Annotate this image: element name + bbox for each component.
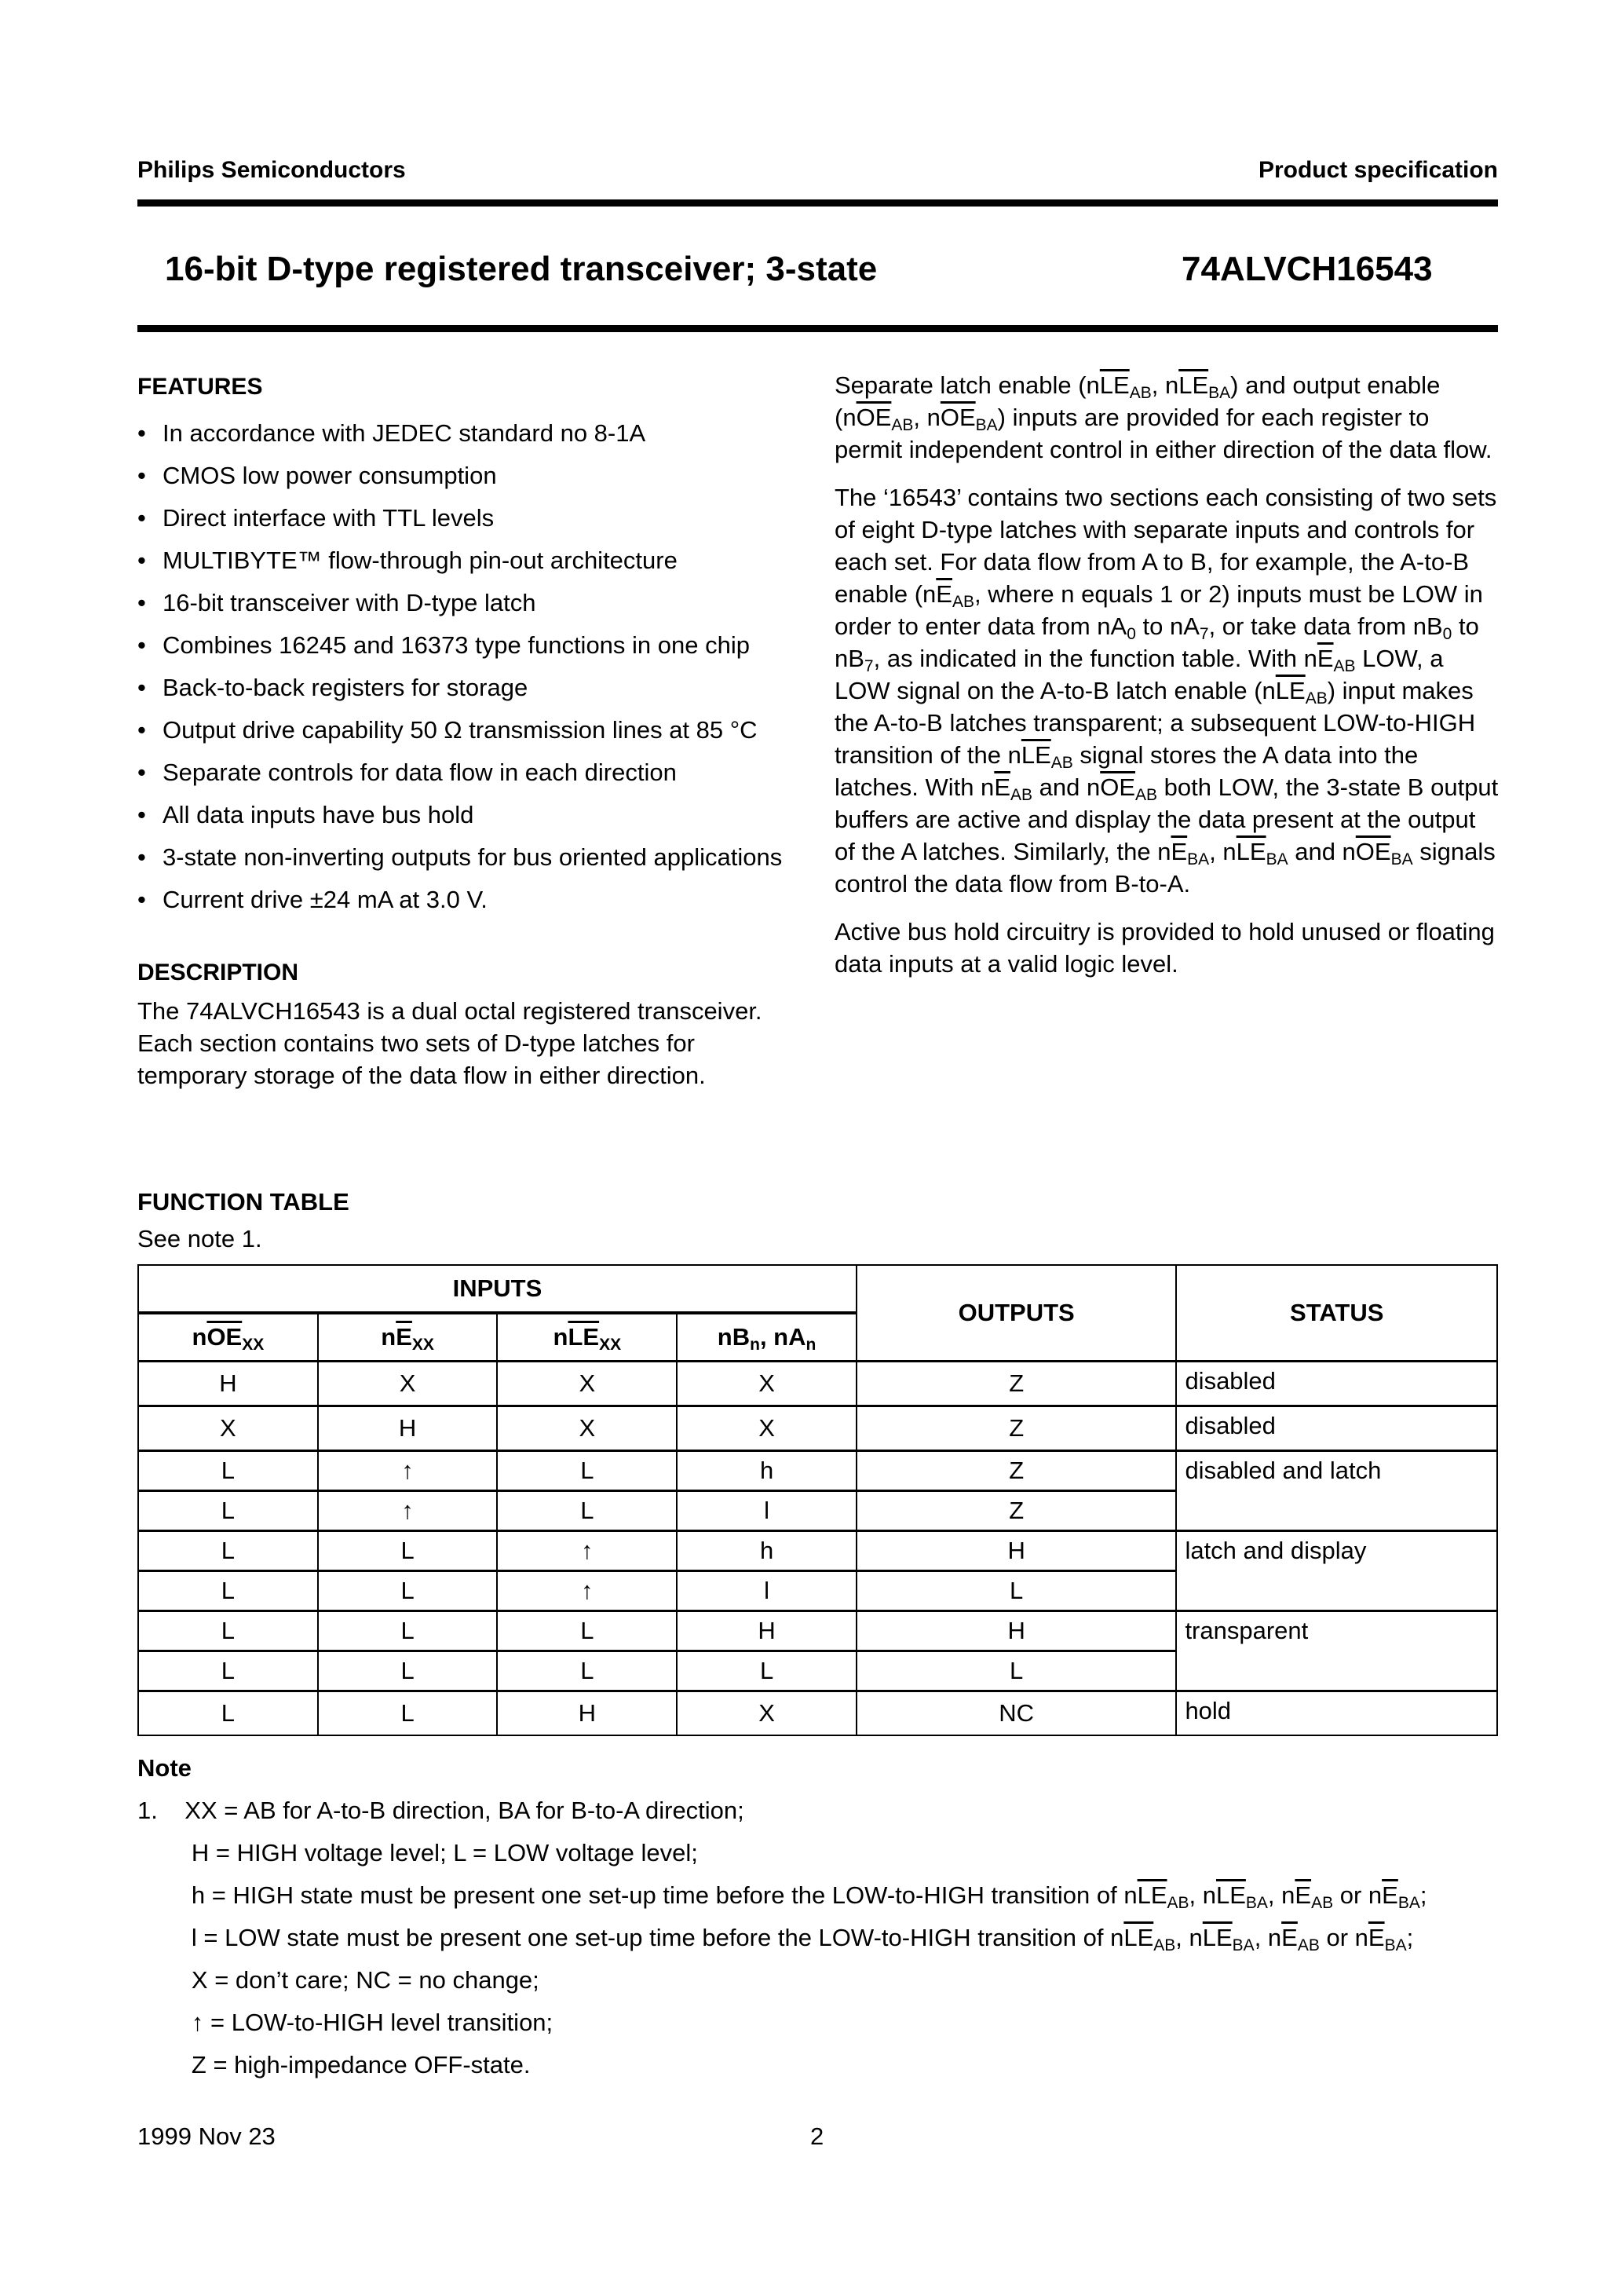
body-paragraph: Active bus hold circuitry is provided to hold unused or floating data inputs at a valid logic level. [835, 918, 1495, 978]
doc-type: Product specification [1258, 157, 1498, 183]
input-cell: L [318, 1651, 498, 1691]
note-line: ↑ = LOW-to-HIGH level transition; [137, 2009, 553, 2036]
feature-item: • MULTIBYTE™ flow-through pin-out architecture [137, 544, 805, 576]
input-column-header: $nB_n$, $nA_n$ [677, 1313, 857, 1362]
status-cell: hold [1176, 1691, 1497, 1736]
input-cell: ↑ [497, 1571, 677, 1611]
note-section [137, 1747, 1535, 2086]
input-cell: L [318, 1571, 498, 1611]
input-cell: L [318, 1691, 498, 1736]
input-cell: h [677, 1531, 857, 1571]
output-cell: Z [857, 1451, 1177, 1491]
feature-item: • Separate controls for data flow in each direction [137, 756, 805, 788]
output-cell: NC [857, 1691, 1177, 1736]
page-number: 2 [810, 2122, 824, 2150]
input-column-header: $n\overline{LE}_{XX}$ [497, 1313, 677, 1362]
inputs-header: INPUTS [138, 1265, 857, 1313]
input-cell: X [497, 1362, 677, 1406]
input-cell: H [138, 1362, 318, 1406]
input-cell: H [677, 1611, 857, 1651]
table-row [138, 1531, 1497, 1571]
output-cell: L [857, 1651, 1177, 1691]
output-cell: Z [857, 1362, 1177, 1406]
note-heading: Note [137, 1754, 192, 1782]
status-cell: disabled and latch [1176, 1451, 1497, 1531]
input-cell: ↑ [497, 1531, 677, 1571]
input-cell: l [677, 1491, 857, 1531]
input-column-header: $n\overline{E}_{XX}$ [318, 1313, 498, 1362]
feature-item: • 16-bit transceiver with D-type latch [137, 587, 805, 619]
output-cell: Z [857, 1406, 1177, 1451]
input-cell: L [497, 1611, 677, 1651]
input-cell: L [677, 1651, 857, 1691]
feature-item: • All data inputs have bus hold [137, 799, 805, 831]
feature-item: • Output drive capability 50 Ω transmission lines at 85 °C [137, 714, 805, 746]
input-cell: h [677, 1451, 857, 1491]
input-cell: L [138, 1651, 318, 1691]
function-table-heading [137, 1186, 349, 1218]
features-list [137, 417, 805, 916]
feature-item: • Direct interface with TTL levels [137, 502, 805, 534]
outputs-header: OUTPUTS [857, 1265, 1177, 1362]
description-text: The 74ALVCH16543 is a dual octal registered transceiver. Each section contains two sets of D-type latches for temporary storage of the data flow in either direction. [137, 997, 762, 1089]
feature-item: • Current drive ±24 mA at 3.0 V. [137, 883, 805, 916]
input-cell: X [677, 1691, 857, 1736]
status-cell: disabled [1176, 1406, 1497, 1451]
left-column [137, 371, 805, 1107]
input-cell: L [138, 1531, 318, 1571]
input-cell: L [497, 1491, 677, 1531]
company-name: Philips Semiconductors [137, 157, 406, 183]
note-line: X = don’t care; NC = no change; [137, 1966, 539, 1994]
right-column [835, 369, 1502, 996]
output-cell: Z [857, 1491, 1177, 1531]
features-heading: FEATURES [137, 374, 263, 400]
input-cell: L [138, 1491, 318, 1531]
input-cell: X [497, 1406, 677, 1451]
footer-date: 1999 Nov 23 [137, 2122, 276, 2150]
input-column-header: $n\overline{OE}_{XX}$ [138, 1313, 318, 1362]
table-row [138, 1691, 1497, 1736]
output-cell: L [857, 1571, 1177, 1611]
feature-item: • CMOS low power consumption [137, 459, 805, 492]
table-row [138, 1362, 1497, 1406]
status-cell: disabled [1176, 1362, 1497, 1406]
description-heading: DESCRIPTION [137, 960, 299, 985]
input-cell: L [138, 1691, 318, 1736]
status-cell: latch and display [1176, 1531, 1497, 1611]
input-cell: L [138, 1451, 318, 1491]
table-row [138, 1611, 1497, 1651]
table-row [138, 1406, 1497, 1451]
part-number: 74ALVCH16543 [1182, 250, 1433, 288]
note-line: h = HIGH state must be present one set-up time before the LOW-to-HIGH transition of $n\overline{LE}_{AB}$, $n\overline{LE}_{BA}$, $n\overline{E}_{AB}$ or $n\overline{E}_{BA}$; [137, 1881, 1427, 1912]
doc-title: 16-bit D-type registered transceiver; 3-state [165, 250, 878, 288]
input-cell: H [497, 1691, 677, 1736]
note-line: 1. XX = AB for A-to-B direction, BA for B-to-A direction; [137, 1797, 744, 1824]
input-cell: X [138, 1406, 318, 1451]
title-rule [137, 325, 1498, 332]
function-table [137, 1264, 1498, 1736]
status-cell: transparent [1176, 1611, 1497, 1691]
status-header: STATUS [1176, 1265, 1497, 1362]
note-line: Z = high-impedance OFF-state. [137, 2051, 531, 2078]
input-cell: H [318, 1406, 498, 1451]
function-table-title: FUNCTION TABLE [137, 1188, 349, 1216]
body-paragraph: Separate latch enable ($n\overline{LE}_{AB}$, $n\overline{LE}_{BA}$) and output enable ($n\overline{OE}_{AB}$, $n\overline{OE}_{BA}$) inputs are provided for each register to permit independent control in either direction of the data flow. [835, 371, 1492, 463]
table-row [138, 1451, 1497, 1491]
input-cell: ↑ [318, 1451, 498, 1491]
input-cell: L [318, 1531, 498, 1571]
input-cell: l [677, 1571, 857, 1611]
input-cell: ↑ [318, 1491, 498, 1531]
note-line: H = HIGH voltage level; L = LOW voltage level; [137, 1839, 698, 1866]
input-cell: X [318, 1362, 498, 1406]
input-cell: L [138, 1571, 318, 1611]
output-cell: H [857, 1611, 1177, 1651]
input-cell: X [677, 1406, 857, 1451]
feature-item: • Combines 16245 and 16373 type functions in one chip [137, 629, 805, 661]
input-cell: X [677, 1362, 857, 1406]
input-cell: L [497, 1651, 677, 1691]
output-cell: H [857, 1531, 1177, 1571]
see-note: See note 1. [137, 1225, 262, 1252]
input-cell: L [138, 1611, 318, 1651]
input-cell: L [497, 1451, 677, 1491]
body-paragraph: The ‘16543’ contains two sections each consisting of two sets of eight D-type latches with separate inputs and controls for each set. For data flow from A to B, for example, the A-to-B enable ($n\overline{E}_{AB}$, where n equals 1 or 2) inputs must be LOW in order to enter data from $nA_0$ to $nA_7$, or take data from $nB_0$ to $nB_7$, as indicated in the function table. With $n\overline{E}_{AB}$ LOW, a LOW signal on the A-to-B latch enable $(n\overline{LE}_{AB})$ input makes the A-to-B latches transparent; a subsequent LOW-to-HIGH transition of the $n\overline{LE}_{AB}$ signal stores the A data into the latches. With $n\overline{E}_{AB}$ and $n\overline{OE}_{AB}$ both LOW, the 3-state B output buffers are active and display the data present at the output of the A latches. Similarly, the $n\overline{E}_{BA}$, $n\overline{LE}_{BA}$ and $n\overline{OE}_{BA}$ signals control the data flow from B-to-A. [835, 484, 1499, 898]
feature-item: • 3-state non-inverting outputs for bus oriented applications [137, 841, 805, 873]
note-line: l = LOW state must be present one set-up time before the LOW-to-HIGH transition of $n\overline{LE}_{AB}$, $n\overline{LE}_{BA}$, $n\overline{E}_{AB}$ or $n\overline{E}_{BA}$; [137, 1924, 1414, 1954]
input-cell: L [318, 1611, 498, 1651]
header-rule [137, 199, 1498, 207]
feature-item: • Back-to-back registers for storage [137, 671, 805, 704]
feature-item: • In accordance with JEDEC standard no 8-1A [137, 417, 805, 449]
